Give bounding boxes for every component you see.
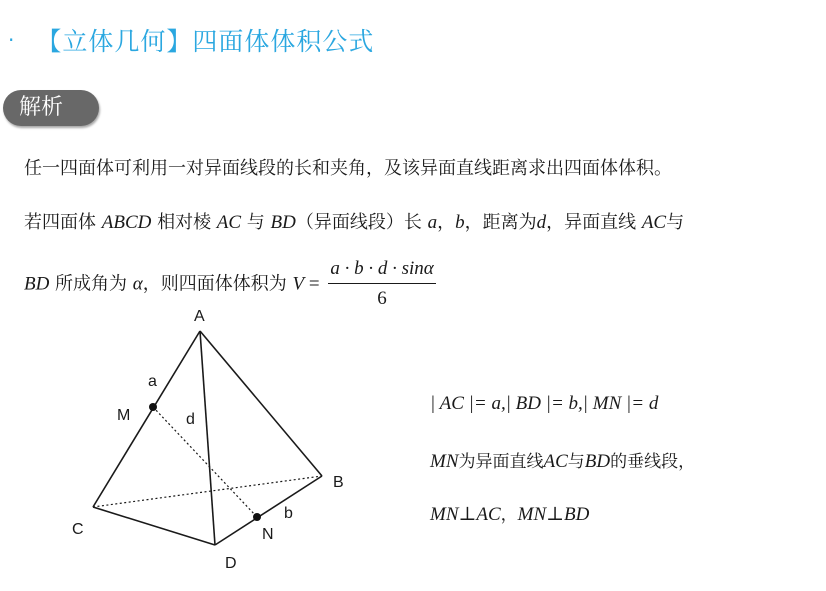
page-title: 【立体几何】四面体体积公式 [36, 27, 375, 56]
math-alpha: α [132, 273, 143, 295]
math-mn-perp-bd: MN⊥BD [517, 504, 590, 525]
text-segment: 若四面体 [24, 212, 102, 233]
edge-ab [200, 331, 322, 476]
bullet-dot: · [8, 28, 15, 52]
text-segment: 与 [567, 452, 585, 472]
text-segment: 相对棱 [151, 212, 217, 233]
text-segment: ， [500, 505, 518, 525]
text-segment: ，距离为 [464, 212, 537, 233]
text-segment: ，则四面体体积为 [142, 273, 293, 295]
math-bd: BD [270, 212, 296, 233]
math-ac: AC [216, 212, 242, 233]
math-bd: BD [24, 273, 50, 295]
label-point-n: N [262, 526, 274, 543]
math-b: b [455, 212, 465, 233]
text-segment: 与 [241, 212, 271, 233]
math-equals: = [304, 273, 325, 295]
math-ac: AC [543, 451, 568, 472]
edge-ad [200, 331, 215, 545]
point-n [253, 513, 261, 521]
math-bd: BD [584, 451, 611, 472]
text-segment: ， [437, 212, 456, 233]
segment-mn [153, 407, 257, 517]
label-vertex-c: C [72, 521, 84, 538]
edge-ac [93, 331, 200, 507]
label-edge-b: b [284, 505, 293, 522]
analysis-badge: 解析 [3, 90, 99, 126]
text-segment: 所成角为 [49, 273, 133, 295]
math-d: d [536, 212, 547, 233]
text-segment: 与 [666, 212, 685, 233]
label-vertex-d: D [225, 555, 237, 572]
label-point-m: M [117, 407, 131, 424]
math-mn-perp-ac: MN⊥AC [430, 504, 501, 525]
note-lengths: | AC |= a,| BD |= b,| MN |= d [430, 393, 659, 414]
label-edge-a: a [148, 373, 157, 390]
note-orthogonality [430, 500, 589, 526]
note-perpendicular [430, 447, 695, 473]
label-vertex-a: A [194, 308, 205, 325]
fraction-denominator: 6 [377, 287, 387, 309]
point-m [149, 403, 157, 411]
text-segment: （异面线段）长 [295, 212, 428, 233]
text-segment: 为异面直线 [458, 452, 544, 472]
paragraph-intro: 任一四面体可利用一对异面线段的长和夹角，及该异面直线距离求出四面体体积。 [24, 158, 672, 179]
math-abcd: ABCD [101, 212, 152, 233]
fraction-numerator: a · b · d · sinα [328, 258, 435, 284]
label-vertex-b: B [333, 474, 344, 491]
math-ac: AC [641, 212, 667, 233]
text-segment: ，异面直线 [546, 212, 642, 233]
edge-cb-hidden [93, 476, 322, 507]
text-segment: 的垂线段， [610, 452, 696, 472]
math-volume: V [292, 273, 305, 295]
math-a: a [427, 212, 438, 233]
math-mn: MN [430, 451, 459, 472]
edge-cd [93, 507, 215, 545]
label-distance-d: d [186, 411, 195, 428]
